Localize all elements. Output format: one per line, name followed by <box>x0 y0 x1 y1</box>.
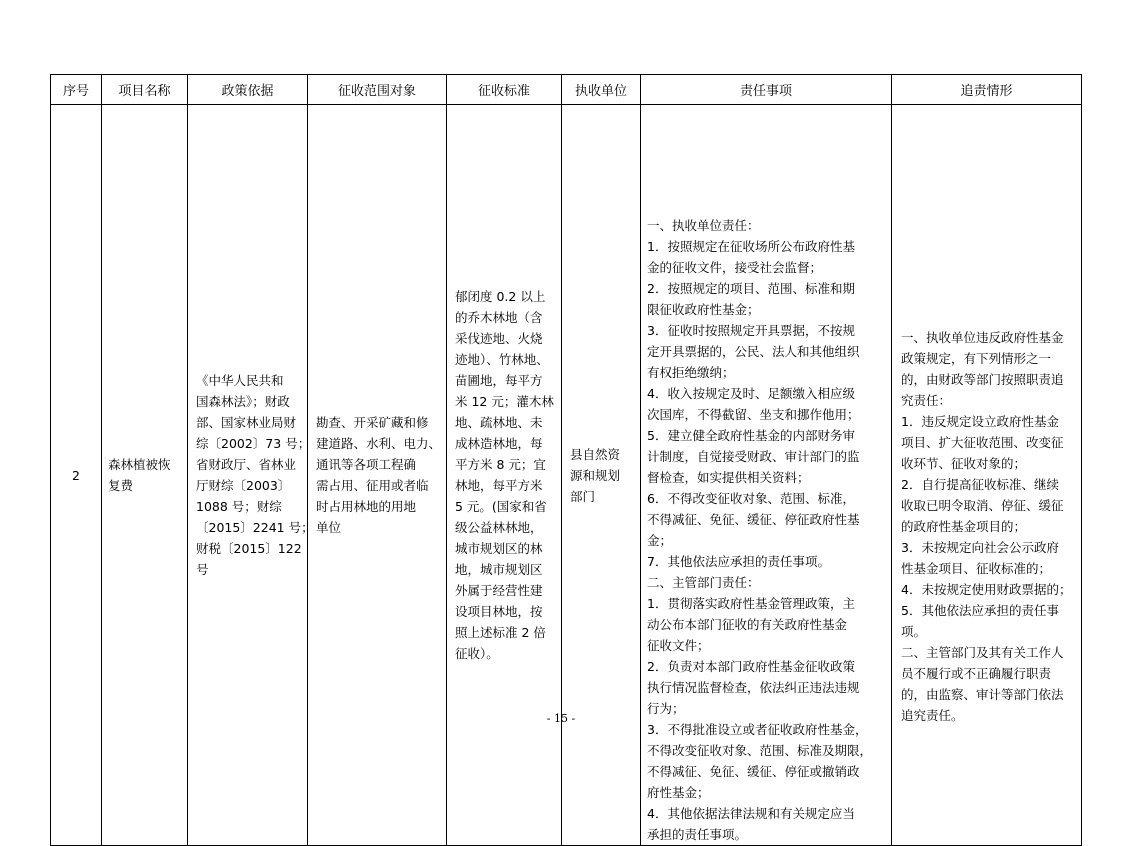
text-line: 4．收入按规定及时、足额缴入相应级 <box>647 386 855 401</box>
cell-accountability <box>892 105 1082 846</box>
text-line: 征收文件； <box>647 638 710 653</box>
text-line: 5．其他依法应承担的责任事 <box>901 603 1059 618</box>
text-line: 次国库，不得截留、坐支和挪作他用； <box>647 407 860 422</box>
text-line: 3．未按规定向社会公示政府 <box>901 540 1059 555</box>
text-line: 承担的责任事项。 <box>647 827 748 842</box>
text-line: 林地，每平方米 <box>455 478 543 493</box>
policy-table <box>50 74 1082 846</box>
text-line: 的乔木林地（含 <box>455 310 543 325</box>
text-line: 2．按照规定的项目、范围、标准和期 <box>647 281 855 296</box>
text-line: 成林造林地，每 <box>455 436 543 451</box>
text-line: 级公益林林地， <box>455 520 543 535</box>
text-line: 金的征收文件，接受社会监督； <box>647 260 823 275</box>
cell-serial-number: 2 <box>51 105 102 846</box>
text-line: 源和规划 <box>570 467 621 483</box>
text-line: 督检查，如实提供相关资料； <box>647 470 810 485</box>
text-line: 执行情况监督检查，依法纠正违法违规 <box>647 680 860 695</box>
header-policy-basis: 政策依据 <box>188 75 308 105</box>
text-line: 究责任： <box>901 393 952 408</box>
text-line: 厅财综〔2003〕 <box>196 478 291 493</box>
text-line: 外属于经营性建 <box>455 583 543 598</box>
text-line: 照上述标准 2 倍 <box>455 625 546 640</box>
text-line: 县自然资 <box>570 446 621 462</box>
text-line: 金； <box>647 533 673 548</box>
text-line: 采伐迹地、火烧 <box>455 331 543 346</box>
text-line: 收环节、征收对象的； <box>901 456 1027 471</box>
text-line: 迹地）、竹林地、 <box>455 352 549 367</box>
text-line: 时占用林地的用地 <box>316 499 417 514</box>
text-line: 一、执收单位责任： <box>647 218 760 233</box>
header-collecting-unit: 执收单位 <box>562 75 641 105</box>
text-line: 1088 号；财综 <box>196 499 282 514</box>
header-row <box>51 75 1082 105</box>
text-line: 限征收政府性基金； <box>647 302 760 317</box>
text-line: 苗圃地，每平方 <box>455 373 543 388</box>
text-line: 2．自行提高征收标准、继续 <box>901 477 1059 492</box>
text-line: 3．征收时按照规定开具票据，不按规 <box>647 323 855 338</box>
header-accountability: 追责情形 <box>892 75 1082 105</box>
text-line: 地、疏林地、未 <box>455 415 543 430</box>
text-line: 有权拒绝缴纳； <box>647 365 735 380</box>
text-line: 郁闭度 0.2 以上 <box>455 289 546 304</box>
cell-policy-basis <box>188 105 314 846</box>
text-line: 号 <box>196 562 209 577</box>
header-collection-standard: 征收标准 <box>447 75 562 105</box>
header-collection-scope: 征收范围对象 <box>308 75 447 105</box>
text-line: 不得减征、免征、缓征、停征政府性基 <box>647 512 860 527</box>
text-line: 部、国家林业局财 <box>196 415 297 430</box>
text-line: 城市规划区的林 <box>455 541 543 556</box>
text-line: 不得减征、免征、缓征、停征或撤销政 <box>647 764 860 779</box>
text-line: 1．违反规定设立政府性基金 <box>901 414 1059 429</box>
cell-collecting-unit <box>562 105 641 846</box>
text-line: 通讯等各项工程确 <box>316 457 417 472</box>
text-line: 计制度，自觉接受财政、审计部门的监 <box>647 449 860 464</box>
cell-project-name <box>102 105 188 846</box>
text-line: 项。 <box>901 624 927 639</box>
text-line: 部门 <box>570 488 596 504</box>
header-project-name: 项目名称 <box>102 75 188 105</box>
text-line: 项目、扩大征收范围、改变征 <box>901 435 1064 450</box>
text-line: 征收）。 <box>455 646 499 661</box>
text-line: 米 12 元；灌木林 <box>455 394 554 409</box>
text-line: 1．按照规定在征收场所公布政府性基 <box>647 239 855 254</box>
text-line: 不得改变征收对象、范围、标准及期限， <box>647 743 873 758</box>
text-line: 1．贯彻落实政府性基金管理政策，主 <box>647 596 855 611</box>
text-line: 〔2015〕2241 号； <box>196 520 314 535</box>
text-line: 财税〔2015〕122 <box>196 541 302 556</box>
text-line: 二、主管部门责任： <box>647 575 760 590</box>
text-line: 5 元。(国家和省 <box>455 499 547 514</box>
table-row <box>51 105 1082 846</box>
text-line: 《中华人民共和 <box>196 373 284 388</box>
text-line: 的，由财政等部门按照职责追 <box>901 372 1064 387</box>
text-line: 需占用、征用或者临 <box>316 478 429 493</box>
header-responsibilities: 责任事项 <box>641 75 892 105</box>
page-number: - 15 - <box>546 712 576 725</box>
text-line: 追究责任。 <box>901 708 964 723</box>
text-line: 3．不得批准设立或者征收政府性基金， <box>647 722 868 737</box>
text-line: 动公布本部门征收的有关政府性基金 <box>647 617 848 632</box>
header-serial-number: 序号 <box>51 75 102 105</box>
text-line: 员不履行或不正确履行职责 <box>901 666 1052 681</box>
text-line: 国森林法》；财政 <box>196 394 290 409</box>
text-line: 勘查、开采矿藏和修 <box>316 415 429 430</box>
cell-responsibilities <box>641 105 892 846</box>
text-line: 的政府性基金项目的； <box>901 519 1027 534</box>
text-line: 地，城市规划区 <box>455 562 543 577</box>
text-line: 森林植被恢 <box>108 457 171 472</box>
text-line: 性基金项目、征收标准的； <box>901 561 1052 576</box>
text-line: 复费 <box>108 478 134 493</box>
text-line: 7．其他依法应承担的责任事项。 <box>647 554 830 569</box>
text-line: 政策规定，有下列情形之一 <box>901 351 1052 366</box>
text-line: 二、主管部门及其有关工作人 <box>901 645 1064 660</box>
text-line: 综〔2002〕73 号； <box>196 436 311 451</box>
text-line: 定开具票据的，公民、法人和其他组织 <box>647 344 860 359</box>
text-line: 2．负责对本部门政府性基金征收政策 <box>647 659 855 674</box>
text-line: 收取已明令取消、停征、缓征 <box>901 498 1064 513</box>
text-line: 4．未按规定使用财政票据的； <box>901 582 1072 597</box>
text-line: 一、执收单位违反政府性基金 <box>901 330 1064 345</box>
text-line: 建道路、水利、电力、 <box>316 436 442 451</box>
text-line: 6．不得改变征收对象、范围、标准， <box>647 491 855 506</box>
text-line: 行为； <box>647 701 685 716</box>
text-line: 的，由监察、审计等部门依法 <box>901 687 1064 702</box>
cell-collection-scope <box>308 105 447 846</box>
text-line: 4．其他依据法律法规和有关规定应当 <box>647 806 855 821</box>
text-line: 省财政厅、省林业 <box>196 457 297 472</box>
text-line: 5．建立健全政府性基金的内部财务审 <box>647 428 855 443</box>
text-line: 平方米 8 元；宜 <box>455 457 546 472</box>
text-line: 府性基金； <box>647 785 710 800</box>
text-line: 设项目林地，按 <box>455 604 543 619</box>
text-line: 单位 <box>316 520 342 535</box>
cell-collection-standard <box>447 105 562 846</box>
